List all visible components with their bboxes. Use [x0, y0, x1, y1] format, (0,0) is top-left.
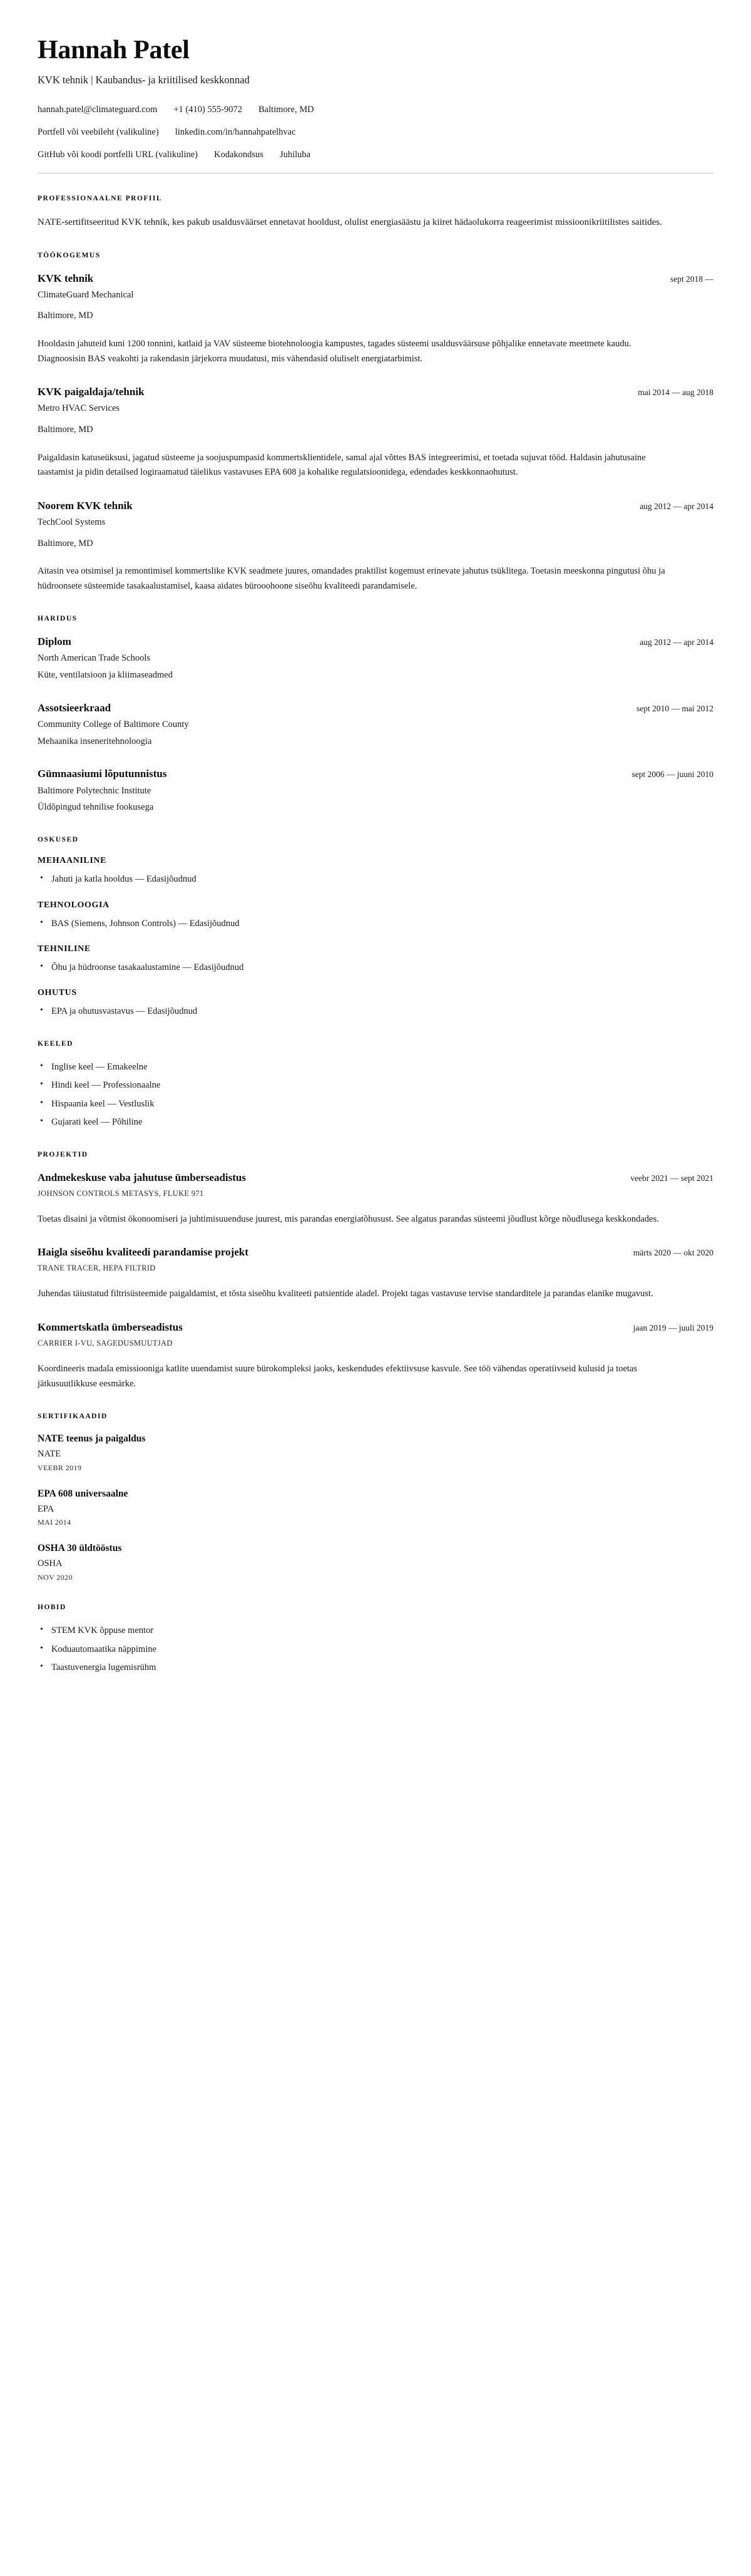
candidate-name: Hannah Patel [38, 36, 190, 64]
experience-role: KVK paigaldaja/tehnik [38, 386, 145, 398]
contact-row-extra [38, 148, 713, 162]
certification-issuer: OSHA [38, 1558, 63, 1569]
project-tech-stack: JOHNSON CONTROLS METASYS, FLUKE 971 [38, 1188, 204, 1198]
education-field: Küte, ventilatsioon ja kliimaseadmed [38, 670, 173, 681]
contact-row-primary [38, 103, 713, 116]
hobby-list [38, 1624, 713, 1674]
hobby-item: • Taastuvenergia lugemisrühm [38, 1661, 713, 1674]
experience-description: Hooldasin jahuteid kuni 1200 tonnini, katlaid ja VAV süsteeme biotehnoloogia kampustes, tagades süsteemi usaldusväärsuse põhjalike ennetavate meetmete kaudu. Diagnoosisin BAS veakohti ja rakendasin järjekorra muudatusi, mis vähendasid oluliselt energiatarbimist. [38, 339, 631, 364]
project-entry [38, 1321, 713, 1391]
education-entry-head [38, 767, 713, 781]
language-item: • Gujarati keel — Põhiline [38, 1115, 713, 1129]
project-date: märts 2020 — okt 2020 [633, 1248, 713, 1258]
experience-role: KVK tehnik [38, 272, 94, 284]
experience-company: ClimateGuard Mechanical [38, 289, 134, 300]
skill-category-label: OHUTUS [38, 988, 77, 998]
resume-header [38, 36, 713, 173]
section-title-languages: KEELED [38, 1039, 73, 1048]
hobby-item: • Koduautomaatika näppimine [38, 1642, 713, 1656]
project-name: Haigla siseõhu kvaliteedi parandamise projekt [38, 1246, 248, 1259]
education-school: North American Trade Schools [38, 653, 151, 664]
section-languages [38, 1040, 713, 1130]
certification-name: EPA 608 universaalne [38, 1488, 128, 1499]
experience-description: Aitasin vea otsimisel ja remontimisel kommertslike KVK seadmete juures, omandades praktilist kogemust erinevate jahutus tsüklitega. Toetasin meeskonna pingutusi õhu ja hüdroonsete süsteemide tasakaalustamisel, kaasa aidates bürooohoone siseõhu kvaliteedi parandamisele. [38, 566, 665, 591]
section-title-hobbies: HOBID [38, 1604, 66, 1612]
language-list [38, 1060, 713, 1130]
contact-portfolio[interactable]: Portfell või veebileht (valikuline) [38, 126, 159, 137]
contact-phone[interactable]: +1 (410) 555-9072 [173, 104, 242, 115]
education-date: sept 2010 — mai 2012 [636, 703, 713, 713]
project-tech-stack: CARRIER I-VU, SAGEDUSMUUTJAD [38, 1339, 173, 1348]
experience-entry [38, 385, 713, 480]
certification-entry [38, 1542, 713, 1582]
skill-item: • BAS (Siemens, Johnson Controls) — Edasijõudnud [38, 917, 713, 930]
certification-date: NOV 2020 [38, 1573, 73, 1582]
project-description: Koordineeris madala emissiooniga katlite uuendamist suure bürokompleksi jaoks, keskendudes efektiivsuse kasvule. See töö vähendas operatiivseid kulusid ja toetas jätkusuutlikkuse eesmärke. [38, 1364, 637, 1389]
skill-group [38, 856, 713, 886]
experience-entry [38, 499, 713, 594]
project-entry-head [38, 1171, 713, 1185]
hobby-item: • STEM KVK õppuse mentor [38, 1624, 713, 1637]
skill-item: • Jahuti ja katla hooldus — Edasijõudnud [38, 872, 713, 886]
project-description: Juhendas täiustatud filtrisüsteemide paigaldamist, et tõsta siseõhu kvaliteeti patsientide aladel. Projekt tagas vastavuse tervise standarditele ja parandas elanike mugavust. [38, 1289, 653, 1299]
certification-name: NATE teenus ja paigaldus [38, 1433, 146, 1445]
certification-entry [38, 1488, 713, 1528]
project-date: jaan 2019 — juuli 2019 [633, 1322, 713, 1332]
section-title-certifications: SERTIFIKAADID [38, 1413, 108, 1421]
certification-date: VEEBR 2019 [38, 1463, 82, 1472]
experience-date: aug 2012 — apr 2014 [640, 501, 713, 511]
skill-category-label: TEHNOLOOGIA [38, 900, 110, 910]
project-name: Andmekeskuse vaba jahutuse ümberseadistus [38, 1171, 246, 1183]
candidate-headline: KVK tehnik | Kaubandus- ja kriitilised keskkonnad [38, 74, 250, 86]
section-title-education: HARIDUS [38, 615, 78, 623]
project-description: Toetas disaini ja võtmist ökonoomiseri ja juhtimisuuenduse juurest, mis parandas energiatõhusust. See algatus parandas süsteemi jõudlust kõrge nõudlusega keskkondades. [38, 1213, 659, 1224]
section-experience [38, 252, 713, 594]
certification-issuer: EPA [38, 1503, 54, 1514]
section-title-experience: TÖÖKOGEMUS [38, 251, 101, 259]
contact-location: Baltimore, MD [258, 104, 314, 115]
language-item: • Inglise keel — Emakeelne [38, 1060, 713, 1074]
experience-entry-head [38, 499, 713, 513]
section-certifications [38, 1413, 713, 1582]
experience-role: Noorem KVK tehnik [38, 499, 133, 512]
skill-item: • EPA ja ohutusvastavus — Edasijõudnud [38, 1004, 713, 1018]
section-skills [38, 836, 713, 1019]
project-entry-head [38, 1321, 713, 1334]
project-tech-stack: TRANE TRACER, HEPA FILTRID [38, 1264, 156, 1273]
education-degree: Assotsieerkraad [38, 701, 111, 714]
skill-category-label: TEHNILINE [38, 944, 91, 954]
education-school: Baltimore Polytechnic Institute [38, 785, 151, 796]
education-field: Mehaanika inseneritehnoloogia [38, 736, 152, 746]
experience-date: mai 2014 — aug 2018 [638, 388, 713, 398]
language-item: • Hindi keel — Professionaalne [38, 1078, 713, 1092]
education-date: aug 2012 — apr 2014 [640, 637, 713, 647]
experience-location: Baltimore, MD [38, 538, 93, 549]
education-school: Community College of Baltimore County [38, 719, 189, 729]
skill-list [38, 1004, 713, 1018]
section-title-skills: OSKUSED [38, 836, 79, 844]
education-field: Üldõpingud tehnilise fookusega [38, 802, 154, 813]
education-entry [38, 767, 713, 815]
section-title-projects: PROJEKTID [38, 1150, 88, 1158]
skill-group [38, 988, 713, 1018]
contact-row-web [38, 126, 713, 139]
education-entry [38, 635, 713, 683]
section-profile [38, 195, 713, 230]
experience-location: Baltimore, MD [38, 425, 93, 435]
contact-driving-license: Juhiluba [279, 149, 311, 160]
experience-location: Baltimore, MD [38, 311, 93, 321]
section-projects [38, 1151, 713, 1391]
contact-linkedin[interactable]: linkedin.com/in/hannahpatelhvac [175, 126, 296, 137]
certification-issuer: NATE [38, 1448, 61, 1459]
skill-item: • Õhu ja hüdroonse tasakaalustamine — Edasijõudnud [38, 961, 713, 974]
education-degree: Diplom [38, 636, 71, 648]
experience-entry-head [38, 272, 713, 286]
contact-github[interactable]: GitHub või koodi portfelli URL (valikuline) [38, 149, 198, 160]
skill-list [38, 872, 713, 886]
education-degree: Gümnaasiumi lõputunnistus [38, 768, 167, 780]
project-entry-head [38, 1245, 713, 1259]
section-education [38, 615, 713, 815]
language-item: • Hispaania keel — Vestluslik [38, 1097, 713, 1111]
skill-list [38, 917, 713, 930]
project-name: Kommertskatla ümberseadistus [38, 1321, 183, 1333]
experience-company: TechCool Systems [38, 517, 106, 527]
certification-name: OSHA 30 üldtööstus [38, 1543, 122, 1554]
project-entry [38, 1171, 713, 1227]
education-entry-head [38, 635, 713, 649]
project-entry [38, 1245, 713, 1302]
experience-date: sept 2018 — [670, 274, 713, 284]
experience-company: Metro HVAC Services [38, 403, 120, 414]
project-date: veebr 2021 — sept 2021 [630, 1173, 713, 1183]
education-entry [38, 701, 713, 749]
experience-description: Paigaldasin katuseüksusi, jagatud süsteeme ja soojuspumpasid kommertsklientidele, samal ajal võttes BAS integreerimisi, et toetada sujuvat tööd. Haldasin jahutusaine taastamist ja pidin detailsed logiraamatud täielikus vastavuses EPA 608 ja kohalike regulatsioonidega, edendades keskkonnaohutust. [38, 452, 646, 478]
skill-category-label: MEHAANILINE [38, 856, 107, 866]
skill-group [38, 900, 713, 930]
certification-entry [38, 1433, 713, 1473]
contact-email[interactable]: hannah.patel@climateguard.com [38, 104, 158, 115]
contact-citizenship: Kodakondsus [214, 149, 263, 160]
profile-summary-text: NATE-sertifitseeritud KVK tehnik, kes pakub usaldusväärset ennetavat hooldust, olulist energiasäästu ja kiiret hädaolukorra reageerimist missioonikriitilistes saitides. [38, 217, 662, 227]
section-title-profile: PROFESSIONAALNE PROFIIL [38, 194, 163, 202]
experience-entry [38, 272, 713, 367]
section-hobbies [38, 1604, 713, 1674]
skill-group [38, 944, 713, 974]
education-date: sept 2006 — juuni 2010 [631, 770, 713, 780]
skill-list [38, 961, 713, 974]
education-entry-head [38, 701, 713, 715]
experience-entry-head [38, 385, 713, 399]
certification-date: MAI 2014 [38, 1518, 71, 1527]
